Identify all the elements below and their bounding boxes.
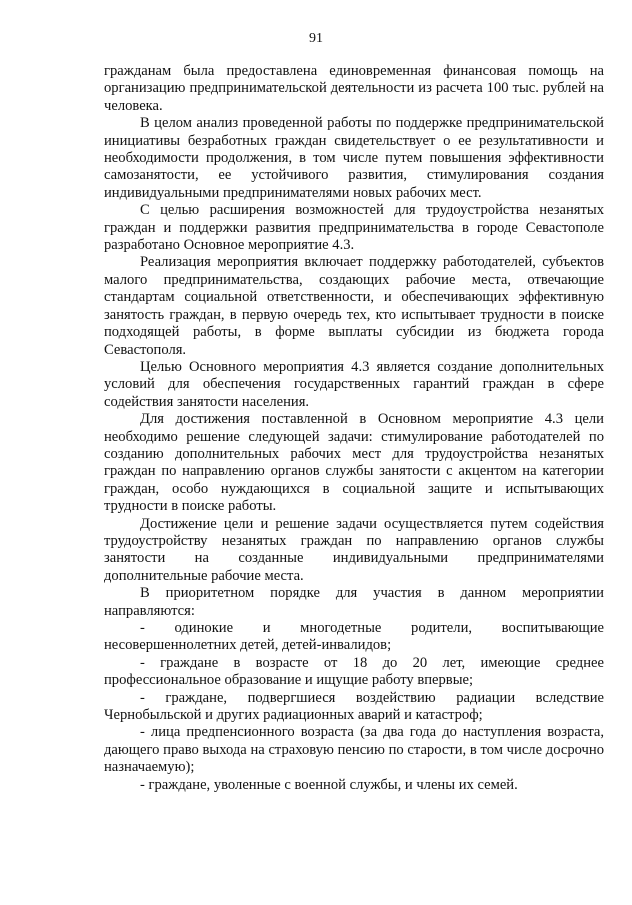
paragraph-1: гражданам была предоставлена единовременная финансовая помощь на организацию предпринимательской деятельности из расчета 100 тыс. рублей на человека. [104,63,604,114]
paragraph-8: В приоритетном порядке для участия в данном мероприятии направляются: [104,585,604,619]
paragraph-6: Для достижения поставленной в Основном мероприятие 4.3 цели необходимо решение следующей задачи: стимулирование работодателей по созданию дополнительных рабочих мест для трудоустройства незанятых граждан по направлению органов службы занятости с акцентом на категории граждан, особо нуждающихся в социальной защите и испытывающих трудности в поиске работы. [104,411,604,515]
list-item-2: - граждане в возрасте от 18 до 20 лет, имеющие среднее профессиональное образование и ищущие работу впервые; [104,654,604,689]
paragraph-3: С целью расширения возможностей для трудоустройства незанятых граждан и поддержки развития предпринимательства в городе Севастополе разработано Основное мероприятие 4.3. [104,202,604,254]
paragraph-5: Целью Основного мероприятия 4.3 является создание дополнительных условий для обеспечения государственных гарантий граждан в сфере содействия занятости населения. [104,358,604,410]
list-item-3: - граждане, подвергшиеся воздействию радиации вследствие Чернобыльской и других радиационных аварий и катастроф; [104,689,604,724]
paragraph-2: В целом анализ проведенной работы по поддержке предпринимательской инициативы безработных граждан свидетельствует о ее результативности и необходимости продолжения, в том числе путем повышения эффективности самозанятости, ее устойчивого развития, стимулирования создания индивидуальными предпринимателями новых рабочих мест. [104,115,604,201]
page-number: 91 [309,31,323,46]
list-item-1: - одинокие и многодетные родители, воспитывающие несовершеннолетних детей, детей-инвалидов; [104,620,604,654]
list-item-4: - лица предпенсионного возраста (за два года до наступления возраста, дающего право выхода на страховую пенсию по старости, в том числе досрочно назначаемую); [104,724,604,776]
list-item-5: - граждане, уволенные с военной службы, и члены их семей. [140,776,518,793]
paragraph-4: Реализация мероприятия включает поддержку работодателей, субъектов малого предпринимательства, создающих рабочие места, отвечающие стандартам социальной ответственности, и обеспечивающих эффективную занятость граждан, в первую очередь тех, кто испытывает трудности в поиске подходящей работы, в форме выплаты субсидии из бюджета города Севастополя. [104,254,604,358]
document-body [104,63,604,794]
paragraph-7: Достижение цели и решение задачи осуществляется путем содействия трудоустройству незанятых граждан по направлению органов службы занятости на созданные индивидуальными предпринимателями дополнительные рабочие места. [104,515,604,584]
